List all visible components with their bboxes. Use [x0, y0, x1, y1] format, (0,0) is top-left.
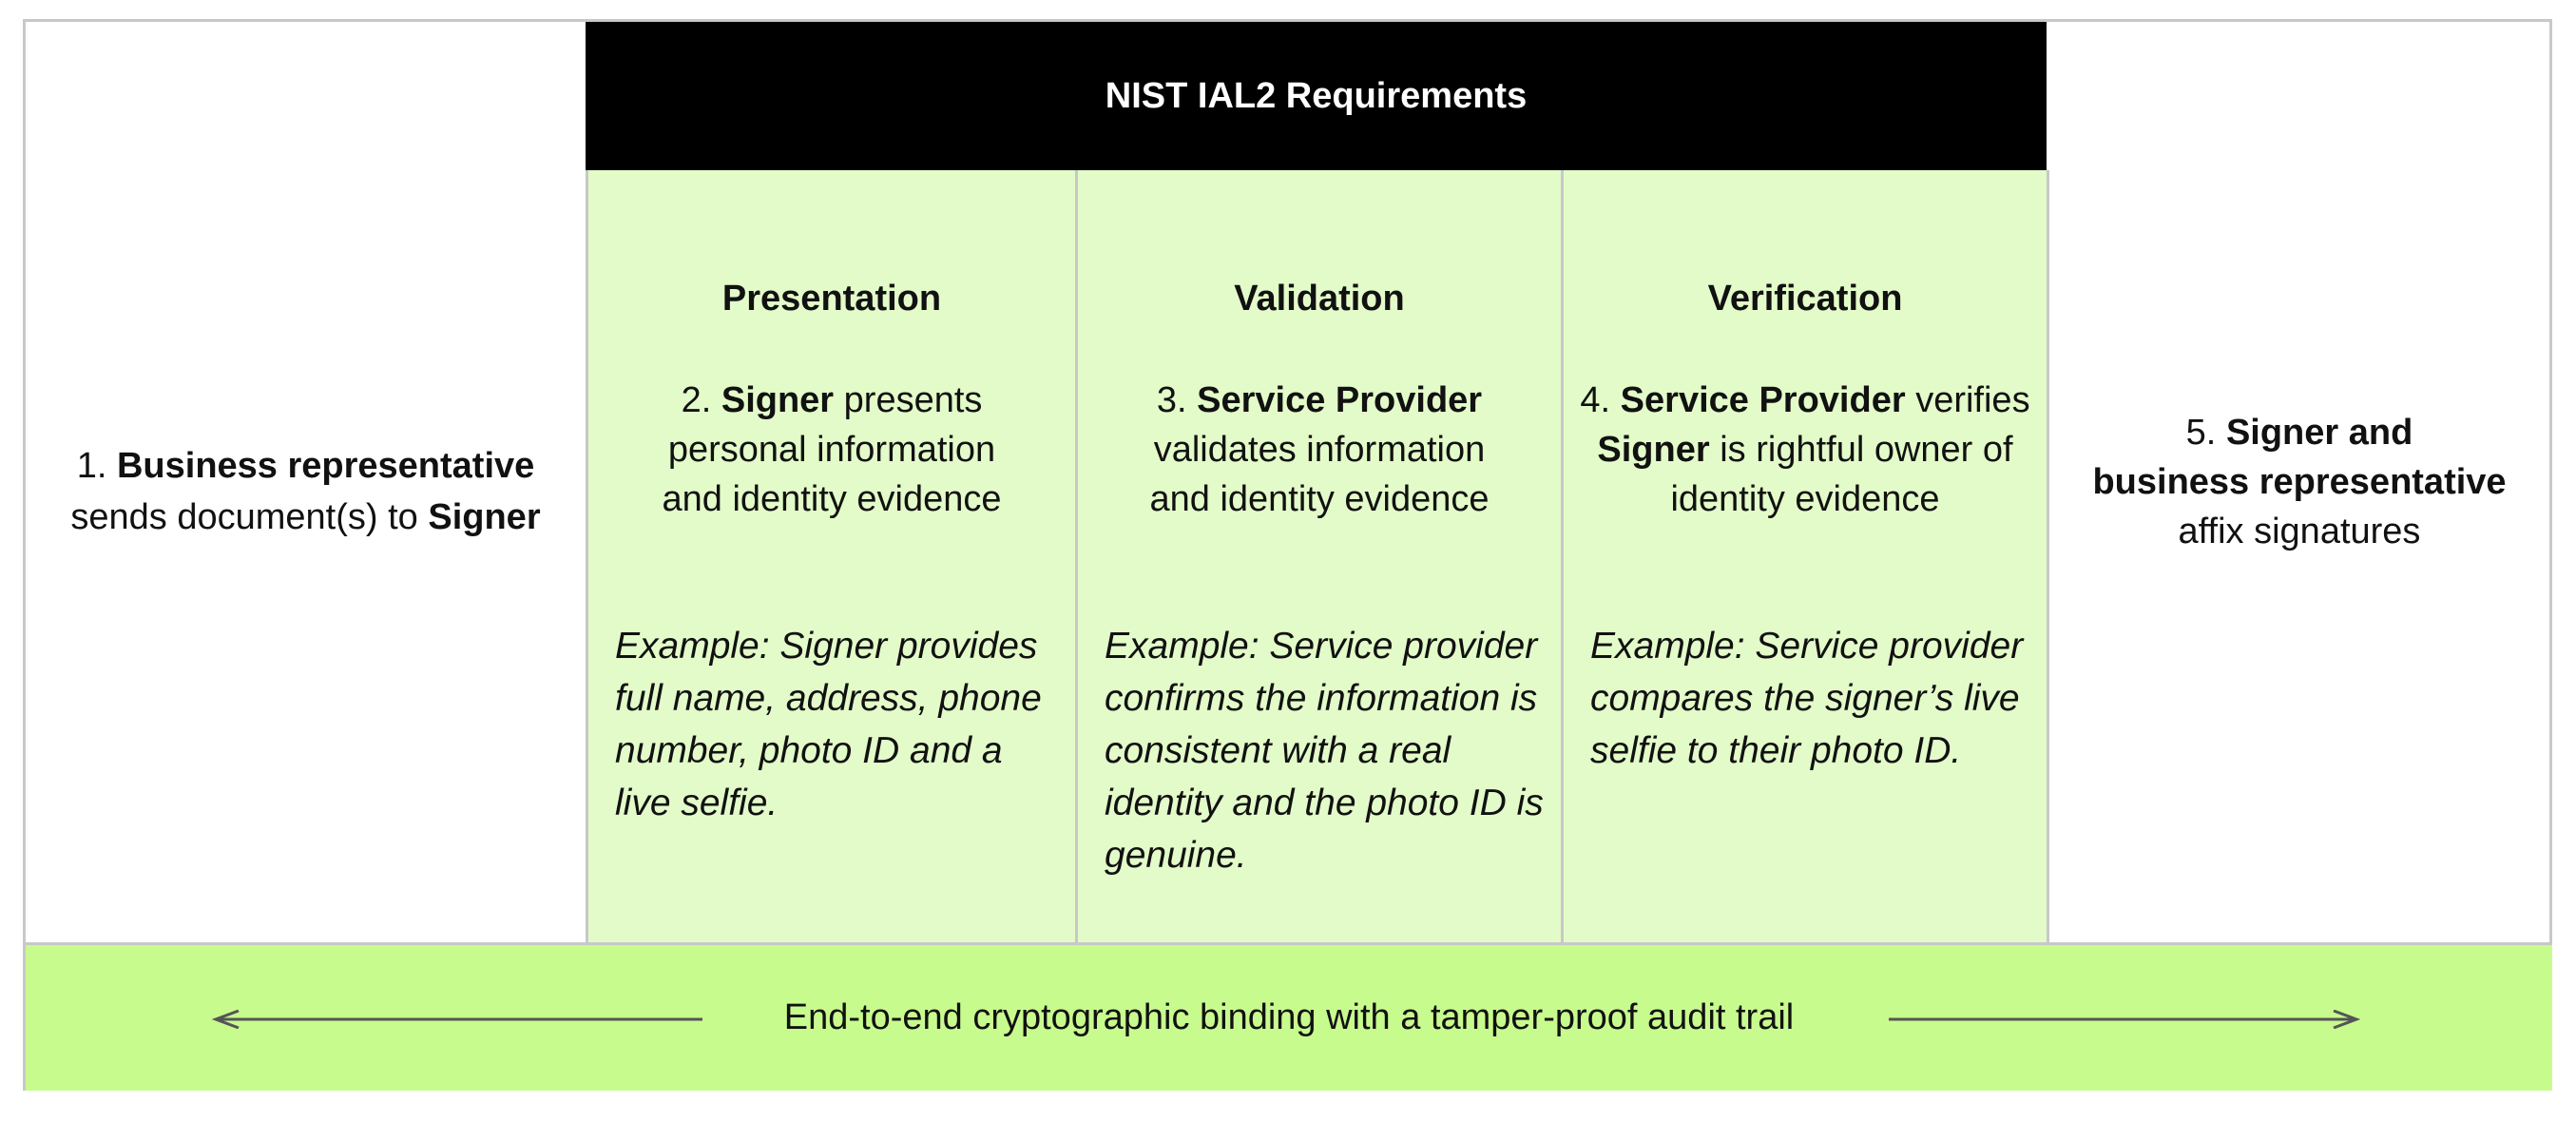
column-presentation [586, 170, 1075, 942]
step-action: presents [843, 380, 983, 420]
step-5-actor: Signer and [2225, 413, 2413, 453]
step-5-box [2047, 22, 2552, 942]
binding-text: End-to-end cryptographic binding with a tamper-proof audit trail [783, 997, 1795, 1037]
step-actor: Service Provider [1197, 380, 1483, 420]
ial2-process-diagram [23, 19, 2552, 1091]
step-action: and identity evidence [1149, 479, 1490, 519]
column-title: Presentation [721, 279, 942, 319]
step-5-action: affix signatures [2178, 512, 2421, 551]
step-1-target: Signer [428, 497, 541, 537]
column-verification [1561, 170, 2049, 942]
step-5-text [2092, 408, 2506, 556]
step-number: 2. [681, 380, 712, 420]
step-actor: Service Provider [1620, 380, 1906, 420]
step-1-actor: Business representative [116, 446, 535, 486]
step-action: and identity evidence [662, 479, 1002, 519]
step-number: 3. [1156, 380, 1187, 420]
step-5-number: 5. [2185, 413, 2217, 453]
column-title: Verification [1707, 279, 1903, 319]
binding-banner [26, 942, 2552, 1091]
column-validation [1075, 170, 1561, 942]
column-description [1573, 376, 2037, 524]
column-title: Validation [1234, 279, 1405, 319]
step-5-actor: business representative [2092, 462, 2507, 502]
step-action: validates information [1153, 430, 1486, 470]
header-title: NIST IAL2 Requirements [1105, 75, 1528, 116]
requirements-header [586, 22, 2047, 170]
step-action: is rightful owner of [1720, 430, 2013, 470]
step-1-action: sends document(s) to [70, 497, 418, 537]
step-actor-secondary: Signer [1597, 430, 1710, 470]
step-1-number: 1. [76, 446, 107, 486]
step-action: identity evidence [1670, 479, 1940, 519]
step-1-box [26, 22, 586, 942]
column-example: Example: Service provider compares the signer’s live selfie to their photo ID. [1590, 626, 2024, 771]
arrow-right-icon [1885, 1010, 2360, 1029]
step-action: personal information [667, 430, 996, 470]
step-number: 4. [1580, 380, 1611, 420]
column-example: Example: Signer provides full name, address, phone number, photo ID and a live selfie. [615, 626, 1042, 823]
step-actor: Signer [721, 380, 835, 420]
column-example: Example: Service provider confirms the information is consistent with a real identity and the photo ID is genuine. [1105, 626, 1544, 876]
column-description [1087, 376, 1551, 524]
step-action: verifies [1915, 380, 2030, 420]
column-description [598, 376, 1066, 524]
step-1-text [70, 440, 540, 543]
